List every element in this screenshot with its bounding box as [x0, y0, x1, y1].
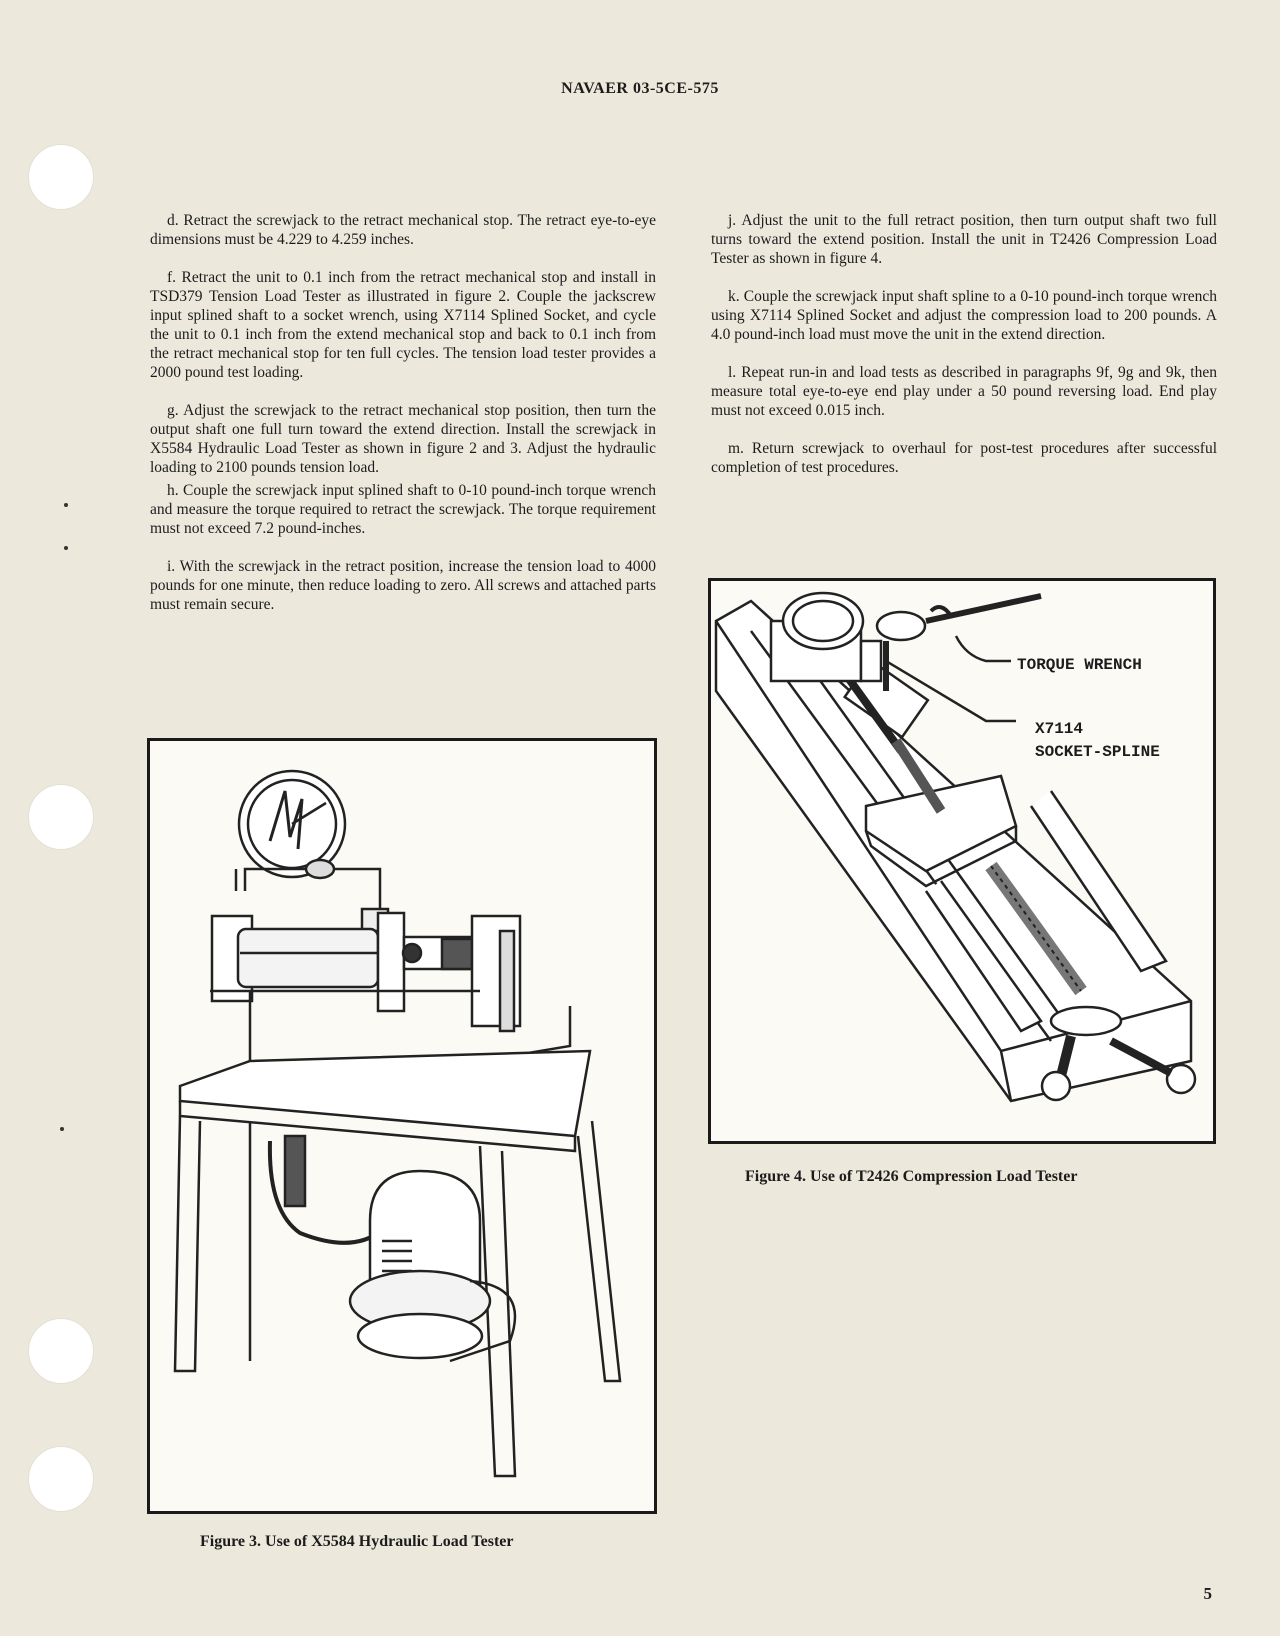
- callout-socket-name: SOCKET-SPLINE: [1035, 743, 1160, 761]
- paragraph-d: d. Retract the screwjack to the retract mechanical stop. The retract eye-to-eye dimensions must be 4.229 to 4.259 inches.: [150, 212, 656, 248]
- binder-hole: [28, 1446, 94, 1512]
- callout-torque-wrench: TORQUE WRENCH: [1017, 656, 1142, 674]
- binder-hole: [28, 144, 94, 210]
- right-column: [711, 211, 1217, 496]
- page-number: 5: [1203, 1584, 1212, 1603]
- speck: [64, 503, 68, 507]
- speck: [60, 1127, 64, 1131]
- figure-3-caption: Figure 3. Use of X5584 Hydraulic Load Tester: [200, 1533, 514, 1550]
- paragraph-l: l. Repeat run-in and load tests as described in paragraphs 9f, 9g and 9k, then measure total eye-to-eye end play under a 50 pound reversing load. End play must not exceed 0.015 inch.: [711, 364, 1217, 419]
- document-number: NAVAER 03-5CE-575: [561, 80, 719, 97]
- paragraph-k: k. Couple the screwjack input shaft spline to a 0-10 pound-inch torque wrench using X7114 Splined Socket and adjust the compression load to 200 pounds. A 4.0 pound-inch load must move the unit in the extend direction.: [711, 288, 1217, 343]
- paragraph-i: i. With the screwjack in the retract position, increase the tension load to 4000 pounds for one minute, then reduce loading to zero. All screws and attached parts must remain secure.: [150, 558, 656, 613]
- paragraph-m: m. Return screwjack to overhaul for post-test procedures after successful completion of test procedures.: [711, 440, 1217, 476]
- figure-4-caption: Figure 4. Use of T2426 Compression Load Tester: [745, 1168, 1078, 1185]
- binder-hole: [28, 784, 94, 850]
- speck: [64, 546, 68, 550]
- paragraph-j: j. Adjust the unit to the full retract position, then turn output shaft two full turns toward the extend position. Install the unit in T2426 Compression Load Tester as shown in figure 4.: [711, 212, 1217, 267]
- callout-socket-spline: [1035, 718, 1160, 764]
- paragraph-h: h. Couple the screwjack input splined shaft to 0-10 pound-inch torque wrench and measure the torque required to retract the screwjack. The torque requirement must not exceed 7.2 pound-inches.: [150, 482, 656, 537]
- paragraph-f: f. Retract the unit to 0.1 inch from the retract mechanical stop and install in TSD379 Tension Load Tester as illustrated in figure 2. Couple the jackscrew input splined shaft to a socket wrench, using X7114 Splined Socket, and cycle the unit to 0.1 inch from the extend mechanical stop and back to 0.1 inch from the retract mechanical stop for ten full cycles. The tension load tester provides a 2000 pound test loading.: [150, 269, 656, 381]
- binder-hole: [28, 1318, 94, 1384]
- callout-socket-part-number: X7114: [1035, 720, 1084, 738]
- left-column: [150, 211, 656, 633]
- figure-3-illustration: [147, 738, 657, 1514]
- paragraph-g: g. Adjust the screwjack to the retract mechanical stop position, then turn the output shaft one full turn toward the extend direction. Install the screwjack in X5584 Hydraulic Load Tester as shown in figure 2 and 3. Adjust the hydraulic loading to 2100 pounds tension load.: [150, 402, 656, 476]
